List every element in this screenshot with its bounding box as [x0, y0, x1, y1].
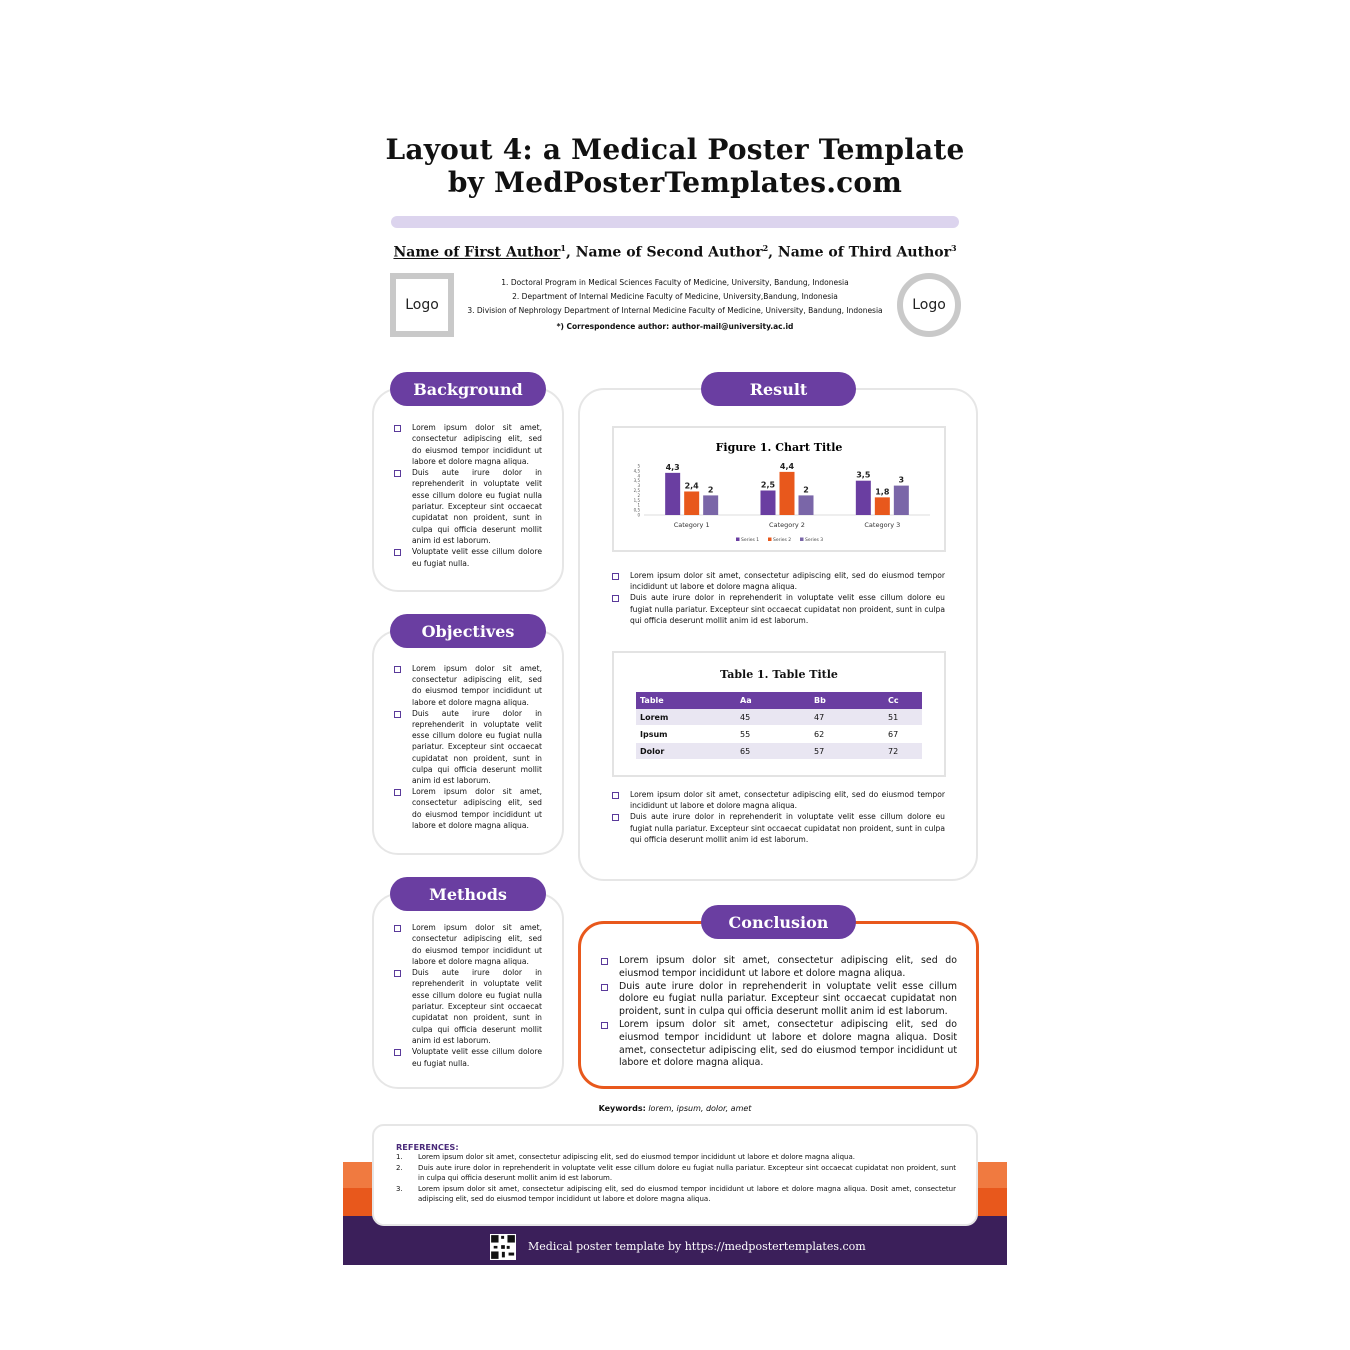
table-header: Cc: [884, 692, 922, 709]
y-tick-label: 4,5: [633, 468, 640, 474]
background-box: [372, 388, 564, 592]
table-header-row: [636, 692, 922, 709]
table-cell: 72: [884, 743, 922, 760]
list-item: Lorem ipsum dolor sit amet, consectetur adipiscing elit, sed do eiusmod tempor incididunt ut labore et dolore magna aliqua.: [612, 789, 945, 811]
references-box: [372, 1124, 978, 1226]
y-tick-label: 2: [637, 492, 640, 498]
data-label: 2: [803, 485, 809, 495]
legend-swatch: [800, 538, 804, 542]
y-tick-label: 2,5: [633, 488, 640, 493]
bar: [894, 486, 909, 515]
second-author-sup: 2: [762, 243, 769, 253]
logo-left: Logo: [390, 273, 454, 337]
x-tick-label: Category 3: [864, 521, 901, 529]
table-row: [636, 726, 922, 743]
bar: [684, 491, 699, 515]
table-cell: 57: [810, 743, 884, 760]
table-cell: 62: [810, 726, 884, 743]
reference-number: 2.: [396, 1163, 403, 1172]
reference-number: 1.: [396, 1153, 403, 1161]
list-item: Lorem ipsum dolor sit amet, consectetur adipiscing elit, sed do eiusmod tempor incididunt ut labore et dolore magna aliqua.: [394, 922, 542, 967]
bar: [761, 491, 776, 516]
correspondence: *) Correspondence author: author-mail@university.ac.id: [556, 322, 794, 331]
authors-line: [343, 243, 1007, 261]
result-list-1: [612, 570, 945, 626]
x-tick-label: Category 2: [769, 521, 805, 529]
methods-heading: Methods: [390, 877, 546, 911]
data-label: 4,4: [779, 461, 795, 471]
y-tick-label: 0,5: [633, 507, 640, 513]
reference-text: Lorem ipsum dolor sit amet, consectetur adipiscing elit, sed do eiusmod tempor incididunt ut labore et dolore magna aliqua. Dosit amet, consectetur adipiscing elit, sed do eiusmod tempor incididunt ut labore et dolore magna aliqua.: [418, 1184, 956, 1203]
y-tick-label: 5: [637, 463, 640, 469]
list-item: Lorem ipsum dolor sit amet, consectetur adipiscing elit, sed do eiusmod tempor incididunt ut labore et dolore magna aliqua.: [601, 955, 957, 981]
legend-swatch: [736, 538, 740, 542]
y-tick-label: 1: [637, 502, 640, 508]
table-cell: 45: [736, 709, 810, 726]
data-label: 2,5: [760, 480, 776, 490]
list-item: Duis aute irure dolor in reprehenderit in voluptate velit esse cillum dolore eu fugiat nulla pariatur. Excepteur sint occaecat cupidatat non proident, sunt in culpa qui officia deserunt mollit anim id est laborum.: [394, 708, 542, 786]
data-label: 3,5: [856, 470, 871, 480]
title-divider: [391, 216, 959, 228]
second-author: , Name of Second Author: [566, 244, 763, 261]
methods-box: [372, 893, 564, 1089]
table-header: Table: [636, 692, 736, 709]
bar: [780, 472, 795, 515]
y-tick-label: 3,5: [633, 478, 640, 484]
table-row: [636, 709, 922, 726]
reference-text: Duis aute irure dolor in reprehenderit in voluptate velit esse cillum dolore eu fugiat nulla pariatur. Excepteur sint occaecat cupidatat non proident, sunt in culpa qui officia deserunt mollit anim id est laborum.: [418, 1163, 956, 1182]
background-list: [394, 422, 542, 569]
background-heading: Background: [390, 372, 546, 406]
references-list: [396, 1152, 956, 1205]
logo-right: Logo: [897, 273, 961, 337]
reference-number: 3.: [396, 1184, 403, 1193]
affiliation-1: 1. Doctoral Program in Medical Sciences Faculty of Medicine, University, Bandung, Indonesia: [501, 278, 849, 287]
bar: [856, 481, 871, 515]
chart-legend: [736, 537, 823, 543]
bar-chart: [614, 428, 944, 550]
table-1: [612, 651, 946, 777]
result-heading: Result: [701, 372, 856, 406]
legend-label: Series 3: [805, 538, 824, 543]
reference-item: [396, 1163, 956, 1184]
first-author-sup: 1: [560, 243, 566, 253]
table-cell: Lorem: [636, 709, 736, 726]
data-label: 1,8: [875, 487, 890, 497]
figure-1: [612, 426, 946, 552]
data-label: 4,3: [665, 462, 680, 472]
list-item: Duis aute irure dolor in reprehenderit in voluptate velit esse cillum dolore eu fugiat nulla pariatur. Excepteur sint occaecat cupidatat non proident, sunt in culpa qui officia deserunt mollit anim id est laborum.: [612, 811, 945, 845]
affiliation-3: 3. Division of Nephrology Department of Internal Medicine Faculty of Medicine, University, Bandung, Indonesia: [467, 306, 883, 315]
list-item: Lorem ipsum dolor sit amet, consectetur adipiscing elit, sed do eiusmod tempor incididunt ut labore et dolore magna aliqua.: [394, 786, 542, 831]
table-cell: 67: [884, 726, 922, 743]
list-item: Duis aute irure dolor in reprehenderit in voluptate velit esse cillum dolore eu fugiat nulla pariatur. Excepteur sint occaecat cupidatat non proident, sunt in culpa qui officia deserunt mollit anim id est laborum.: [612, 592, 945, 626]
data-table: [636, 692, 922, 760]
list-item: Duis aute irure dolor in reprehenderit in voluptate velit esse cillum dolore eu fugiat nulla pariatur. Excepteur sint occaecat cupidatat non proident, sunt in culpa qui officia deserunt mollit anim id est laborum.: [601, 981, 957, 1019]
bar: [875, 497, 890, 515]
y-tick-label: 4: [637, 473, 640, 479]
reference-item: [396, 1184, 956, 1205]
reference-item: [396, 1152, 956, 1163]
keywords-label: Keywords:: [598, 1104, 646, 1113]
bar: [799, 495, 814, 515]
table-cell: 47: [810, 709, 884, 726]
keywords: [343, 1104, 1007, 1113]
data-label: 2: [707, 485, 714, 495]
y-tick-label: 0: [637, 512, 640, 518]
x-tick-label: Category 1: [673, 521, 710, 529]
legend-swatch: [768, 538, 772, 542]
list-item: Lorem ipsum dolor sit amet, consectetur adipiscing elit, sed do eiusmod tempor incididunt ut labore et dolore magna aliqua.: [394, 422, 542, 467]
poster-title: [343, 133, 1007, 199]
table-cell: Ipsum: [636, 726, 736, 743]
result-list-2: [612, 789, 945, 845]
list-item: Lorem ipsum dolor sit amet, consectetur adipiscing elit, sed do eiusmod tempor incididunt ut labore et dolore magna aliqua.: [394, 663, 542, 708]
table-cell: 51: [884, 709, 922, 726]
third-author-sup: 3: [950, 243, 957, 253]
table-row: [636, 743, 922, 760]
footer-text: Medical poster template by https://medpostertemplates.com: [528, 1240, 866, 1253]
y-tick-label: 1,5: [633, 497, 640, 503]
table-cell: 65: [736, 743, 810, 760]
chart-title: Figure 1. Chart Title: [715, 441, 843, 454]
table-header: Bb: [810, 692, 884, 709]
conclusion-heading: Conclusion: [701, 905, 856, 939]
legend-label: Series 1: [741, 538, 760, 543]
chart-bars: [665, 462, 909, 515]
affiliations: [460, 276, 890, 318]
first-author: Name of First Author: [393, 244, 561, 261]
list-item: Duis aute irure dolor in reprehenderit in voluptate velit esse cillum dolore eu fugiat nulla pariatur. Excepteur sint occaecat cupidatat non proident, sunt in culpa qui officia deserunt mollit anim id est laborum.: [394, 467, 542, 546]
list-item: Lorem ipsum dolor sit amet, consectetur adipiscing elit, sed do eiusmod tempor incididunt ut labore et dolore magna aliqua.: [612, 570, 945, 592]
conclusion-list: [601, 955, 957, 1070]
keywords-value: lorem, ipsum, dolor, amet: [648, 1104, 752, 1113]
references-heading: REFERENCES:: [396, 1142, 459, 1152]
bar: [665, 473, 680, 515]
list-item: Lorem ipsum dolor sit amet, consectetur adipiscing elit, sed do eiusmod tempor incididunt ut labore et dolore magna aliqua. Dosit amet, consectetur adipiscing elit, sed do eiusmod tempor incididunt ut labore et dolore magna aliqua.: [601, 1019, 957, 1070]
table-header: Aa: [736, 692, 810, 709]
methods-list: [394, 922, 542, 1069]
legend-label: Series 2: [773, 538, 792, 543]
y-tick-label: 3: [637, 483, 640, 489]
data-label: 3: [898, 475, 905, 485]
table-cell: 55: [736, 726, 810, 743]
x-axis-labels: [674, 521, 901, 529]
reference-text: Lorem ipsum dolor sit amet, consectetur adipiscing elit, sed do eiusmod tempor incididunt ut labore et dolore magna aliqua.: [418, 1153, 855, 1161]
objectives-heading: Objectives: [390, 614, 546, 648]
poster-title-line1: Layout 4: a Medical Poster Template: [385, 133, 965, 166]
qr-code-icon: [490, 1234, 516, 1260]
data-label: 2,4: [684, 481, 699, 491]
table-cell: Dolor: [636, 743, 736, 760]
bar: [703, 495, 718, 515]
objectives-box: [372, 630, 564, 855]
list-item: Duis aute irure dolor in reprehenderit in voluptate velit esse cillum dolore eu fugiat nulla pariatur. Excepteur sint occaecat cupidatat non proident, sunt in culpa qui officia deserunt mollit anim id est laborum.: [394, 967, 542, 1046]
list-item: Voluptate velit esse cillum dolore eu fugiat nulla.: [394, 546, 542, 569]
third-author: , Name of Third Author: [768, 244, 951, 261]
affiliation-2: 2. Department of Internal Medicine Faculty of Medicine, University,Bandung, Indonesia: [512, 292, 838, 301]
conclusion-box: [578, 921, 979, 1089]
poster-title-line2: by MedPosterTemplates.com: [447, 166, 903, 199]
table-caption: Table 1. Table Title: [720, 668, 838, 681]
objectives-list: [394, 663, 542, 831]
list-item: Voluptate velit esse cillum dolore eu fugiat nulla.: [394, 1046, 542, 1069]
